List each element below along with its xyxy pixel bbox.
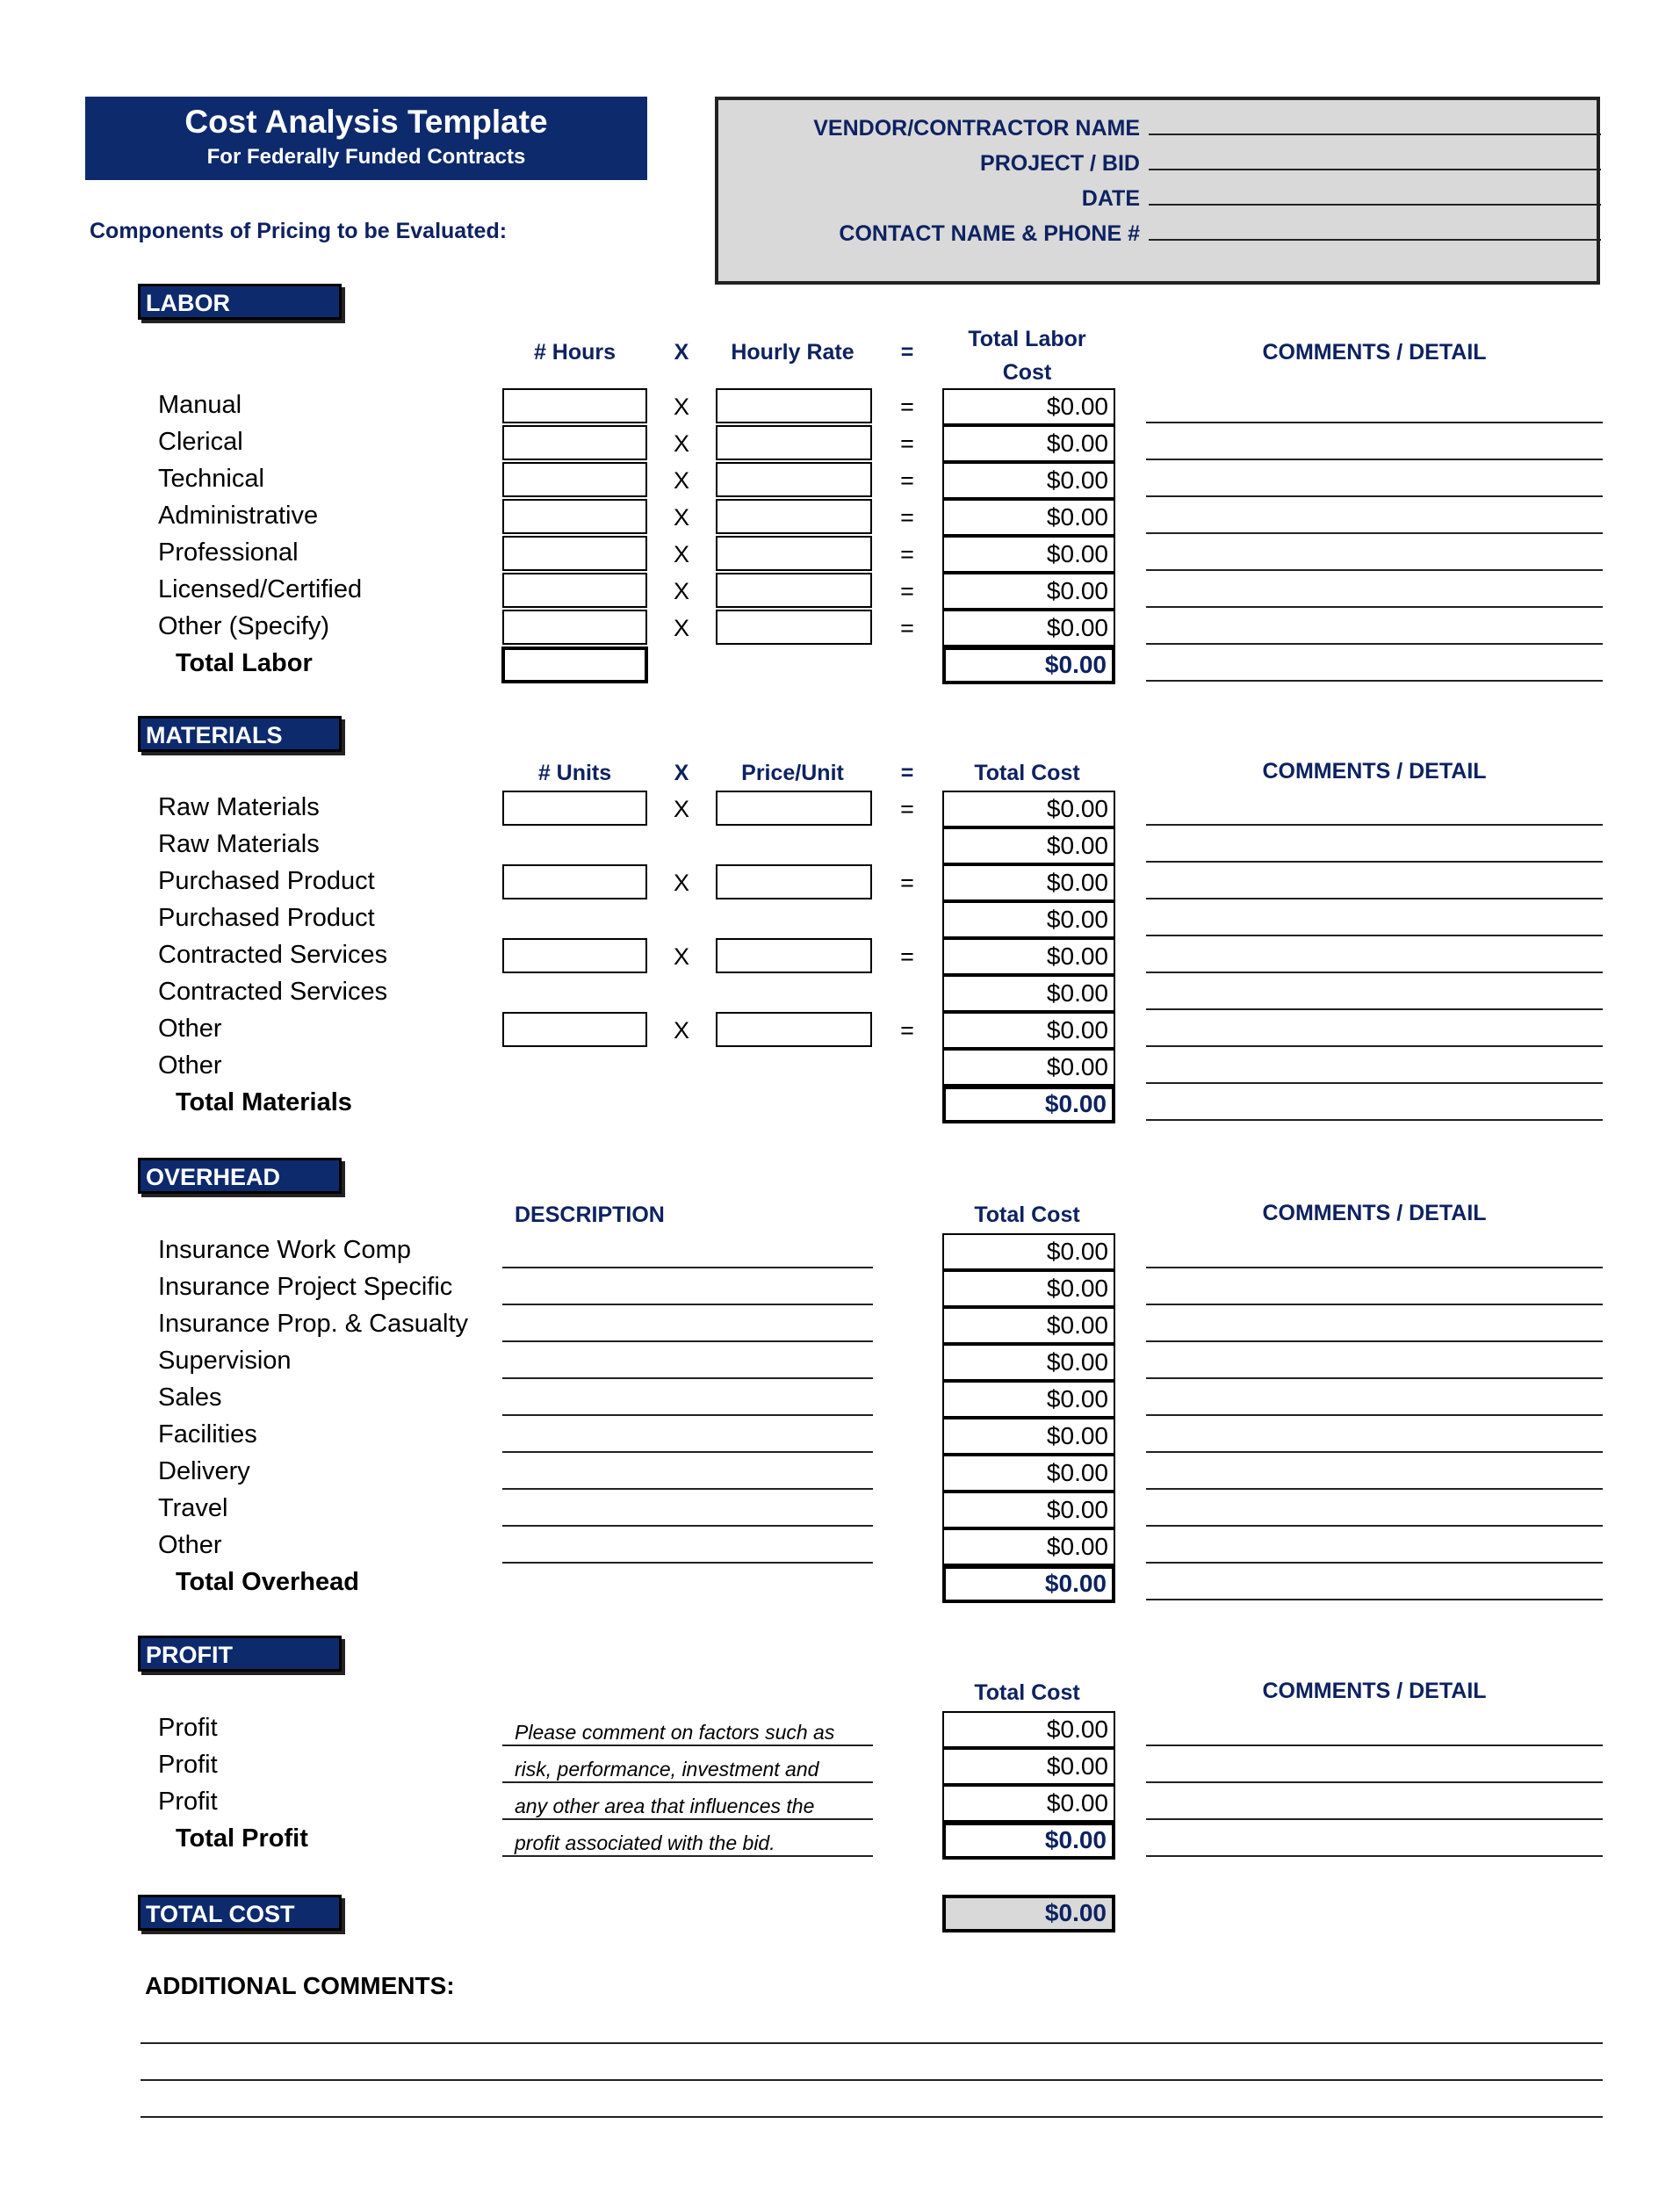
- materials-eq-symbol: =: [900, 1017, 914, 1044]
- overhead-row-label: Insurance Work Comp: [158, 1236, 411, 1264]
- profit-row-label: Profit: [158, 1714, 218, 1742]
- overhead-description-field[interactable]: [502, 1451, 873, 1453]
- title-banner: [85, 97, 647, 180]
- profit-comment-line[interactable]: [1146, 1818, 1603, 1820]
- materials-row-label: Contracted Services: [158, 941, 388, 969]
- labor-eq-symbol: =: [900, 578, 914, 604]
- overhead-comment-line[interactable]: [1146, 1488, 1603, 1490]
- materials-rate-input[interactable]: [716, 791, 872, 826]
- labor-eq-symbol: =: [900, 615, 914, 641]
- labor-x-symbol: X: [673, 541, 689, 567]
- labor-rate-header: Hourly Rate: [731, 340, 854, 365]
- labor-total-comment-line[interactable]: [1146, 680, 1603, 682]
- materials-row-amount: $0.00: [942, 938, 1115, 975]
- materials-x-symbol: X: [673, 796, 689, 822]
- labor-total-header-line1: Total Labor: [968, 327, 1086, 351]
- overhead-row-amount: $0.00: [942, 1233, 1115, 1270]
- overhead-row-label: Insurance Project Specific: [158, 1273, 453, 1301]
- profit-section-tag: PROFIT: [138, 1636, 342, 1672]
- profit-note-line: [502, 1745, 873, 1746]
- overhead-row-amount: $0.00: [942, 1270, 1115, 1307]
- materials-row-amount: $0.00: [942, 1012, 1115, 1049]
- overhead-description-field[interactable]: [502, 1377, 873, 1379]
- materials-comment-line[interactable]: [1146, 861, 1603, 863]
- labor-comment-line[interactable]: [1146, 495, 1603, 497]
- profit-comments-header: COMMENTS / DETAIL: [1262, 1679, 1487, 1703]
- materials-comment-line[interactable]: [1146, 1045, 1603, 1047]
- labor-eq-symbol: =: [900, 541, 914, 567]
- date-field[interactable]: [1149, 204, 1601, 206]
- labor-qty-input[interactable]: [502, 388, 647, 423]
- materials-row-label: Raw Materials: [158, 830, 320, 858]
- overhead-comment-line[interactable]: [1146, 1414, 1603, 1416]
- labor-comment-line[interactable]: [1146, 606, 1603, 608]
- materials-x-symbol: X: [673, 943, 689, 970]
- overhead-description-field[interactable]: [502, 1488, 873, 1490]
- page-title: Cost Analysis Template: [184, 104, 548, 140]
- materials-eq-symbol: =: [900, 870, 914, 896]
- labor-comment-line[interactable]: [1146, 569, 1603, 571]
- labor-row-amount: $0.00: [942, 610, 1115, 647]
- grand-total-amount: $0.00: [942, 1895, 1115, 1932]
- profit-note-line: [502, 1818, 873, 1820]
- labor-qty-input[interactable]: [502, 573, 647, 608]
- overhead-total-header: Total Cost: [974, 1203, 1080, 1227]
- labor-rate-input[interactable]: [716, 536, 872, 571]
- labor-x-symbol: X: [673, 504, 689, 531]
- contact-label: CONTACT NAME & PHONE #: [839, 221, 1140, 246]
- overhead-row-amount: $0.00: [942, 1344, 1115, 1381]
- labor-total-label: Total Labor: [176, 649, 313, 677]
- materials-eq-header: =: [900, 761, 914, 785]
- labor-rate-input[interactable]: [716, 462, 872, 497]
- materials-comments-header: COMMENTS / DETAIL: [1262, 759, 1487, 784]
- labor-row-amount: $0.00: [942, 573, 1115, 610]
- labor-qty-input[interactable]: [502, 499, 647, 534]
- profit-note-line: [502, 1855, 873, 1857]
- labor-x-symbol: X: [673, 578, 689, 604]
- overhead-description-field[interactable]: [502, 1304, 873, 1305]
- date-label: DATE: [1081, 186, 1140, 211]
- labor-row-amount: $0.00: [942, 499, 1115, 536]
- materials-row-label: Other: [158, 1051, 222, 1080]
- overhead-row-label: Insurance Prop. & Casualty: [158, 1310, 469, 1338]
- materials-rate-input[interactable]: [716, 864, 872, 899]
- components-label: Components of Pricing to be Evaluated:: [90, 219, 508, 243]
- profit-row-amount: $0.00: [942, 1748, 1115, 1785]
- materials-price-header: Price/Unit: [741, 761, 844, 785]
- materials-comment-line[interactable]: [1146, 898, 1603, 899]
- labor-eq-symbol: =: [900, 430, 914, 457]
- materials-row-label: Purchased Product: [158, 867, 375, 895]
- materials-total-amount: $0.00: [942, 1086, 1115, 1123]
- project-bid-label: PROJECT / BID: [980, 151, 1140, 176]
- labor-rate-input[interactable]: [716, 499, 872, 534]
- materials-qty-input[interactable]: [502, 864, 647, 899]
- overhead-row-label: Delivery: [158, 1457, 250, 1485]
- overhead-row-amount: $0.00: [942, 1381, 1115, 1418]
- profit-total-label: Total Profit: [176, 1824, 308, 1853]
- labor-x-symbol: X: [673, 615, 689, 641]
- labor-total-hours-input[interactable]: [501, 647, 648, 683]
- labor-eq-header: =: [900, 340, 914, 365]
- overhead-description-header: DESCRIPTION: [515, 1203, 665, 1227]
- materials-comment-line[interactable]: [1146, 824, 1603, 826]
- labor-total-amount: $0.00: [942, 647, 1115, 684]
- overhead-comment-line[interactable]: [1146, 1525, 1603, 1527]
- labor-comment-line[interactable]: [1146, 459, 1603, 460]
- materials-qty-input[interactable]: [502, 791, 647, 826]
- materials-row-amount: $0.00: [942, 827, 1115, 864]
- materials-row-amount: $0.00: [942, 975, 1115, 1012]
- labor-total-header-line2: Cost: [1002, 360, 1052, 385]
- overhead-comment-line[interactable]: [1146, 1562, 1603, 1564]
- labor-row-amount: $0.00: [942, 388, 1115, 425]
- overhead-row-amount: $0.00: [942, 1418, 1115, 1455]
- materials-total-label: Total Materials: [176, 1088, 352, 1116]
- labor-row-amount: $0.00: [942, 462, 1115, 499]
- materials-units-header: # Units: [537, 761, 612, 785]
- labor-comment-line[interactable]: [1146, 422, 1603, 423]
- labor-qty-input[interactable]: [502, 462, 647, 497]
- materials-row-amount: $0.00: [942, 1049, 1115, 1086]
- materials-row-amount: $0.00: [942, 901, 1115, 938]
- profit-row-label: Profit: [158, 1788, 218, 1816]
- labor-eq-symbol: =: [900, 394, 914, 420]
- materials-rate-input[interactable]: [716, 938, 872, 973]
- labor-comments-header: COMMENTS / DETAIL: [1262, 340, 1487, 365]
- profit-comment-line[interactable]: [1146, 1745, 1603, 1746]
- materials-qty-input[interactable]: [502, 938, 647, 973]
- vendor-info-box: [715, 97, 1600, 285]
- overhead-total-label: Total Overhead: [176, 1568, 359, 1596]
- overhead-comment-line[interactable]: [1146, 1267, 1603, 1268]
- labor-rate-input[interactable]: [716, 573, 872, 608]
- additional-comments-line-2[interactable]: [141, 2079, 1603, 2081]
- materials-x-symbol: X: [673, 870, 689, 896]
- labor-qty-input[interactable]: [502, 425, 647, 460]
- profit-total-comment-line[interactable]: [1146, 1855, 1603, 1857]
- materials-row-label: Purchased Product: [158, 904, 375, 932]
- labor-row-label: Other (Specify): [158, 612, 329, 640]
- materials-eq-symbol: =: [900, 943, 914, 970]
- additional-comments-label: ADDITIONAL COMMENTS:: [145, 1972, 455, 1999]
- overhead-comment-line[interactable]: [1146, 1304, 1603, 1305]
- labor-qty-input[interactable]: [502, 610, 647, 645]
- overhead-row-amount: $0.00: [942, 1307, 1115, 1344]
- labor-row-label: Administrative: [158, 502, 319, 530]
- overhead-row-amount: $0.00: [942, 1492, 1115, 1528]
- profit-note-text: profit associated with the bid.: [515, 1831, 775, 1854]
- labor-qty-input[interactable]: [502, 536, 647, 571]
- profit-comment-line[interactable]: [1146, 1781, 1603, 1783]
- project-bid-field[interactable]: [1149, 169, 1601, 170]
- overhead-total-amount: $0.00: [942, 1565, 1115, 1603]
- materials-x-header: X: [674, 761, 689, 785]
- labor-row-label: Clerical: [158, 428, 243, 456]
- overhead-row-label: Travel: [158, 1494, 228, 1522]
- additional-comments-line-1[interactable]: [141, 2042, 1603, 2044]
- profit-note-text: risk, performance, investment and: [515, 1758, 819, 1781]
- labor-row-amount: $0.00: [942, 536, 1115, 573]
- overhead-comment-line[interactable]: [1146, 1340, 1603, 1342]
- profit-row-amount: $0.00: [942, 1785, 1115, 1822]
- labor-row-label: Professional: [158, 538, 299, 567]
- labor-eq-symbol: =: [900, 467, 914, 494]
- materials-row-amount: $0.00: [942, 791, 1115, 827]
- labor-comment-line[interactable]: [1146, 532, 1603, 534]
- labor-hours-header: # Hours: [533, 340, 616, 365]
- labor-comment-line[interactable]: [1146, 643, 1603, 645]
- contact-field[interactable]: [1149, 239, 1601, 241]
- labor-rate-input[interactable]: [716, 388, 872, 423]
- overhead-row-amount: $0.00: [942, 1528, 1115, 1565]
- profit-total-amount: $0.00: [942, 1822, 1115, 1860]
- overhead-row-label: Other: [158, 1531, 222, 1559]
- materials-row-label: Contracted Services: [158, 978, 388, 1006]
- materials-eq-symbol: =: [900, 796, 914, 822]
- materials-row-label: Raw Materials: [158, 793, 320, 821]
- labor-x-symbol: X: [673, 467, 689, 494]
- materials-row-label: Other: [158, 1015, 222, 1043]
- overhead-total-comment-line[interactable]: [1146, 1599, 1603, 1600]
- labor-total-header: [941, 322, 1113, 389]
- overhead-description-field[interactable]: [502, 1562, 873, 1564]
- page-subtitle: For Federally Funded Contracts: [206, 145, 526, 169]
- profit-note-text: any other area that influences the: [515, 1795, 815, 1817]
- materials-rate-input[interactable]: [716, 1012, 872, 1047]
- profit-row-label: Profit: [158, 1751, 218, 1779]
- labor-x-symbol: X: [673, 394, 689, 420]
- materials-section-tag: MATERIALS: [138, 716, 342, 752]
- materials-qty-input[interactable]: [502, 1012, 647, 1047]
- labor-rate-input[interactable]: [716, 425, 872, 460]
- materials-comment-line[interactable]: [1146, 1008, 1603, 1010]
- labor-section-tag: LABOR: [138, 284, 342, 320]
- labor-row-label: Licensed/Certified: [158, 575, 363, 603]
- materials-comment-line[interactable]: [1146, 972, 1603, 973]
- vendor-name-label: VENDOR/CONTRACTOR NAME: [813, 116, 1140, 141]
- materials-total-header: Total Cost: [974, 761, 1080, 785]
- overhead-section-tag: OVERHEAD: [138, 1158, 342, 1194]
- profit-row-amount: $0.00: [942, 1711, 1115, 1748]
- vendor-name-field[interactable]: [1149, 134, 1601, 135]
- overhead-row-label: Facilities: [158, 1420, 257, 1448]
- labor-x-symbol: X: [673, 430, 689, 457]
- labor-rate-input[interactable]: [716, 610, 872, 645]
- overhead-description-field[interactable]: [502, 1340, 873, 1342]
- overhead-comment-line[interactable]: [1146, 1451, 1603, 1453]
- labor-eq-symbol: =: [900, 504, 914, 531]
- additional-comments-line-3[interactable]: [141, 2116, 1603, 2118]
- profit-note-line: [502, 1781, 873, 1783]
- total-cost-tag: TOTAL COST: [138, 1895, 342, 1931]
- profit-total-header: Total Cost: [974, 1680, 1080, 1705]
- labor-row-label: Technical: [158, 465, 264, 493]
- materials-total-comment-line[interactable]: [1146, 1119, 1603, 1121]
- materials-comment-line[interactable]: [1146, 935, 1603, 936]
- labor-row-amount: $0.00: [942, 425, 1115, 462]
- overhead-description-field[interactable]: [502, 1414, 873, 1416]
- materials-x-symbol: X: [673, 1017, 689, 1044]
- materials-comment-line[interactable]: [1146, 1082, 1603, 1084]
- overhead-description-field[interactable]: [502, 1525, 873, 1527]
- overhead-row-label: Sales: [158, 1383, 222, 1412]
- overhead-row-label: Supervision: [158, 1347, 292, 1375]
- overhead-description-field[interactable]: [502, 1267, 873, 1268]
- labor-row-label: Manual: [158, 391, 242, 419]
- overhead-comments-header: COMMENTS / DETAIL: [1262, 1201, 1487, 1225]
- materials-row-amount: $0.00: [942, 864, 1115, 901]
- labor-x-header: X: [674, 340, 689, 365]
- overhead-row-amount: $0.00: [942, 1455, 1115, 1492]
- overhead-comment-line[interactable]: [1146, 1377, 1603, 1379]
- profit-note-text: Please comment on factors such as: [515, 1721, 835, 1744]
